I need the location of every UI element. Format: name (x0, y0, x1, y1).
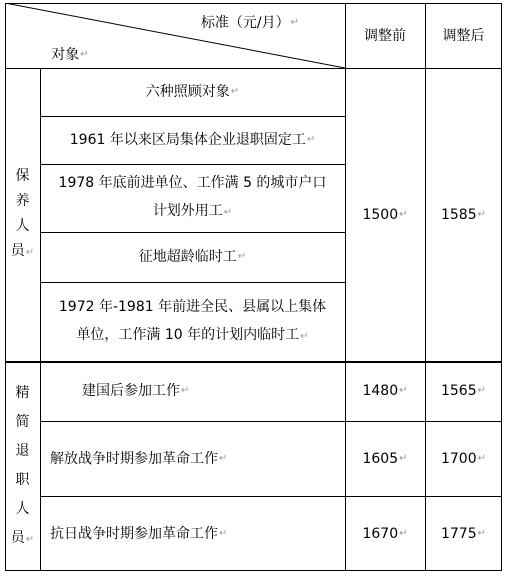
row-postwar-label: 建国后参加工作 ↵ (82, 383, 190, 399)
group1-before-value: 1500 ↵ (362, 206, 408, 223)
row-liberation-after: 1700 ↵ (440, 450, 487, 467)
col-divider-after (425, 3, 426, 571)
item-land-overage: 征地超龄临时工 ↵ (138, 249, 247, 265)
header-before: 调整前 (364, 27, 406, 44)
group-label-baoyang: 保 养 人 员↵ (10, 168, 35, 259)
row-line-1 (40, 116, 345, 117)
item-1972-temp: 1972 年-1981 年前进全民、县属以上集体单位，工作满 10 年的计划内临时工↵ (58, 298, 327, 343)
table-border-left (5, 3, 6, 571)
group1-after-value: 1585 ↵ (440, 206, 487, 223)
row-postwar-before: 1480 ↵ (362, 383, 408, 399)
table-border-bottom (5, 570, 502, 571)
item-six-care: 六种照顾对象 ↵ (145, 84, 240, 100)
header-after: 调整后 (442, 27, 485, 44)
table-border-right (501, 3, 502, 571)
row-antijapanese-after: 1775 ↵ (440, 525, 487, 542)
row-antijapanese-before: 1670 ↵ (362, 525, 408, 542)
row-liberation-before: 1605 ↵ (362, 450, 408, 467)
row-line-6 (40, 496, 502, 497)
row-postwar-after: 1565 ↵ (440, 383, 487, 399)
header-object: 对象 ↵ (51, 47, 89, 63)
header-standard: 标准（元/月） ↵ (200, 15, 300, 31)
row-liberation-label: 解放战争时期参加革命工作 ↵ (50, 450, 228, 467)
group-label-jingjian: 精 简 退 职 人 员↵ (10, 384, 35, 546)
row-antijapanese-label: 抗日战争时期参加革命工作 ↵ (50, 525, 228, 542)
header-diagonal-line (5, 3, 345, 69)
row-line-5 (40, 421, 502, 422)
row-line-3 (40, 232, 345, 233)
row-line-2 (40, 164, 345, 165)
row-line-4 (40, 282, 345, 283)
group-divider-line (5, 361, 502, 363)
item-1961-retired: 1961 年以来区局集体企业退职固定工 ↵ (69, 132, 316, 148)
item-1978-urban: 1978 年底前进单位、工作满 5 的城市户口计划外用工↵ (58, 175, 327, 219)
standards-table (5, 3, 502, 571)
col-divider-before (345, 3, 346, 571)
